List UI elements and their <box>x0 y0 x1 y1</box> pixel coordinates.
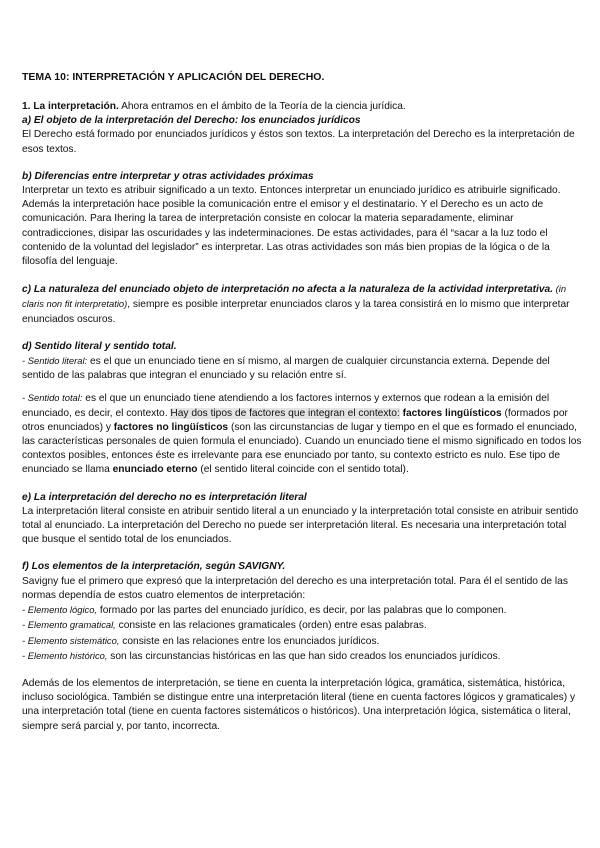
sentido-literal-term: - Sentido literal: <box>22 355 88 367</box>
sentido-total-text-2: (formados por otros enunciados) y <box>22 407 568 433</box>
section-d <box>22 340 582 478</box>
document-page <box>22 70 582 747</box>
paragraph-c-text: , siempre es posible interpretar enunciados claros y la tarea consistirá en lo mismo que interpretar enunciados oscuros. <box>22 299 570 325</box>
factores-no-linguisticos: factores no lingüísticos <box>113 421 229 433</box>
paragraph-b: Interpretar un texto es atribuir significado a un texto. Entonces interpretar un enunciado jurídico es atribuirle significado. Además la interpretación hace posible la comunicación entre el emisor y el destinatario. Y el Derecho es un acto de comunicación. Para Ihering la tarea de interpretación consiste en colocar la materia separadamente, eliminar contradicciones, disipar las oscuridades y las indeterminaciones. De estas actividades, para él “sacar a la luz todo el contenido de la voluntad del legislador” es interpretar. Las otras actividades son más bien propias de la lógica o de la filosofía del lenguaje. <box>22 185 561 268</box>
element-text: son las circunstancias históricas en las que han sido creados los enunciados jurídicos. <box>107 650 501 662</box>
sentido-total-text-1: es el que un enunciado tiene atendiendo a los factores internos y externos que rodean a la emisión del enunciado, es decir, el contexto. <box>22 393 550 419</box>
section-b <box>22 170 582 269</box>
factores-linguisticos: factores lingüísticos <box>399 407 502 419</box>
subheading-c: c) La naturaleza del enunciado objeto de interpretación no afecta a la naturaleza de la actividad interpretativa. <box>22 284 554 296</box>
section-1 <box>22 100 582 157</box>
sentido-literal-paragraph <box>22 354 582 383</box>
section-1-heading-rest: Ahora entramos en el ámbito de la Teoría de la ciencia jurídica. <box>118 101 406 112</box>
element-text: consiste en las relaciones entre los enunciados jurídicos. <box>119 635 380 647</box>
list-item <box>22 603 582 618</box>
sentido-total-text-4: (el sentido literal coincide con el sentido total). <box>197 464 409 476</box>
document-title: TEMA 10: INTERPRETACIÓN Y APLICACIÓN DEL DERECHO. <box>22 71 325 83</box>
paragraph-a: El Derecho está formado por enunciados jurídicos y éstos son textos. La interpretación del Derecho es la interpretación de esos textos. <box>22 129 575 155</box>
subheading-e: e) La interpretación del derecho no es interpretación literal <box>22 491 307 503</box>
subheading-f: f) Los elementos de la interpretación, según SAVIGNY. <box>22 561 286 573</box>
element-text: consiste en las relaciones gramaticales (orden) entre esas palabras. <box>115 620 427 632</box>
section-e <box>22 491 582 548</box>
list-item <box>22 618 582 633</box>
element-term: - Elemento gramatical, <box>22 619 116 631</box>
sentido-literal-text: es el que un enunciado tiene en sí mismo, al margen de cualquier circunstancia externa. Depende del sentido de las palabras que integran el enunciado y su relación entre sí. <box>22 356 550 382</box>
section-final <box>22 677 582 734</box>
list-item <box>22 634 582 649</box>
section-1-heading-line <box>22 100 582 114</box>
subheading-d: d) Sentido literal y sentido total. <box>22 340 177 352</box>
paragraph-c <box>22 282 582 327</box>
latin-phrase: (in claris non fit interpretatio) <box>22 283 567 310</box>
element-term: - Elemento lógico, <box>22 604 98 616</box>
section-1-heading: 1. La interpretación. <box>22 101 119 112</box>
sentido-total-paragraph <box>22 391 582 477</box>
highlighted-text: Hay dos tipos de factores que integran el contexto: <box>170 407 400 419</box>
section-c <box>22 282 582 327</box>
paragraph-f: Savigny fue el primero que expresó que la interpretación del derecho es una interpretación total. Para él el sentido de las normas dependía de estos cuatro elementos de interpretación: <box>22 575 568 601</box>
element-text: formado por las partes del enunciado jurídico, es decir, por las palabras que lo componen. <box>97 605 507 617</box>
enunciado-eterno: enunciado eterno <box>112 464 198 476</box>
list-item <box>22 649 582 664</box>
subheading-b: b) Diferencias entre interpretar y otras actividades próximas <box>22 170 314 182</box>
sentido-total-text-3: (son las circunstancias de lugar y tiempo en el que es formado el enunciado, las características personales de quien formula el enunciado). Cuando un enunciado tiene el mismo significado en todos los contextos posibles, entonces éste es irrelevante para ese enunciado por tanto, su contexto estricto es nulo. Ese tipo de enunciado se llama <box>22 421 582 476</box>
element-term: - Elemento histórico, <box>22 649 108 661</box>
paragraph-final: Además de los elementos de interpretación, se tiene en cuenta la interpretación lógica, gramática, sistemática, histórica, incluso sociológica. También se distingue entre una interpretación literal (tiene en cuenta factores lógicos y gramaticales) y una interpretación total (tiene en cuenta factores sistemáticos o históricos). Una interpretación lógica, sistemática o literal, siempre será parcial y, por tanto, incorrecta. <box>22 677 576 732</box>
section-f <box>22 560 582 663</box>
subheading-a: a) El objeto de la interpretación del Derecho: los enunciados jurídicos <box>22 115 361 127</box>
sentido-total-term: - Sentido total: <box>22 392 83 404</box>
element-term: - Elemento sistemático, <box>22 634 120 646</box>
paragraph-e: La interpretación literal consiste en atribuir sentido literal a un enunciado y la interpretación total consiste en atribuir sentido total al enunciado. La interpretación del Derecho no puede ser interpretación literal. Es necesaria una interpretación total que busque el sentido total de los enunciados. <box>22 505 579 546</box>
